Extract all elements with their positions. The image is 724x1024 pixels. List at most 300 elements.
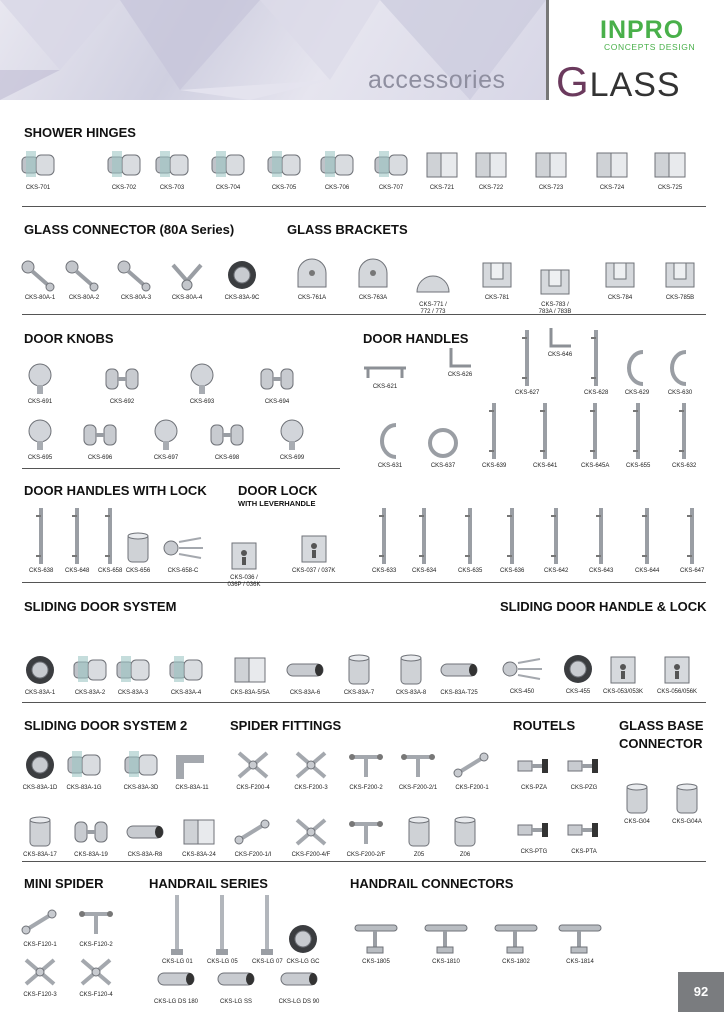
roller-icon — [20, 747, 60, 783]
product-code: CKS-F120-2 — [79, 942, 113, 948]
clip-icon — [477, 257, 517, 293]
product-item — [445, 344, 475, 379]
square-icon — [650, 147, 690, 183]
bracket-icon — [292, 257, 332, 293]
spider2-icon — [398, 747, 438, 783]
product-code: CKS-704 — [215, 185, 241, 191]
product-code: CKS-638 — [29, 568, 54, 574]
product-item — [224, 537, 264, 589]
product-item — [272, 417, 312, 462]
hinge-icon — [121, 747, 161, 783]
product-item — [346, 814, 386, 859]
product-code: CKS-83A-4 — [170, 690, 202, 696]
product-code: CKS-PTG — [520, 849, 548, 855]
header-banner — [0, 0, 546, 100]
bar-icon — [69, 506, 85, 566]
knob-icon — [20, 361, 60, 397]
product-item — [252, 891, 283, 966]
keys-icon — [500, 651, 544, 687]
product-item — [20, 814, 60, 859]
product-code: CKS-699 — [279, 455, 305, 461]
product-item — [207, 417, 247, 462]
product-item — [20, 417, 60, 462]
knobpair-icon — [102, 361, 142, 397]
product-item — [154, 961, 198, 1006]
product-item — [172, 747, 212, 792]
product-item — [423, 425, 463, 470]
knob-icon — [272, 417, 312, 453]
product-item — [635, 506, 659, 575]
product-item — [20, 954, 60, 999]
product-item — [346, 747, 386, 792]
product-item — [118, 530, 158, 575]
routel-icon — [514, 811, 554, 847]
product-item — [20, 904, 60, 949]
roller-icon — [222, 257, 262, 293]
product-code: CKS-F200-4 — [236, 785, 270, 791]
glass-title: GLASS — [556, 58, 681, 105]
product-code: CKS-LG GC — [286, 959, 320, 965]
product-code: CKS-455 — [565, 689, 591, 695]
product-code: CKS-F120-1 — [23, 942, 57, 948]
knobpair-icon — [207, 417, 247, 453]
spider1-icon — [452, 747, 492, 783]
section-title-door-knobs: DOOR KNOBS — [24, 331, 114, 346]
product-code: CKS-696 — [87, 455, 113, 461]
product-item — [64, 747, 104, 792]
product-code: CKS-785B — [665, 295, 695, 301]
product-item — [317, 147, 357, 192]
clip-icon — [600, 257, 640, 293]
product-code: CKS-646 — [547, 352, 573, 358]
product-code: CKS-644 — [635, 568, 660, 574]
product-code: CKS-723 — [538, 185, 564, 191]
product-code: CKS-634 — [412, 568, 437, 574]
divider — [22, 468, 340, 469]
product-code: CKS-761A — [297, 295, 327, 301]
product-item — [146, 417, 186, 462]
product-code: CKS-643 — [589, 568, 614, 574]
roller-icon — [558, 651, 598, 687]
roller-icon — [283, 921, 323, 957]
bracket-icon — [353, 257, 393, 293]
product-item — [283, 921, 323, 966]
divider — [22, 702, 706, 703]
spider2-icon — [76, 904, 116, 940]
hinge-icon — [64, 747, 104, 783]
product-item — [161, 530, 205, 575]
product-code: CKS-83A-T25 — [440, 690, 478, 696]
product-item — [292, 530, 335, 575]
product-code: CKS-F120-4 — [79, 992, 113, 998]
product-item — [116, 257, 156, 302]
product-item — [277, 961, 321, 1006]
bar-icon — [519, 328, 535, 388]
section-title-routels: ROUTELS — [513, 718, 576, 733]
hinge-icon — [166, 652, 206, 688]
lock-icon — [657, 651, 697, 687]
clip-icon — [660, 257, 700, 293]
product-item — [292, 257, 332, 302]
product-item — [533, 401, 557, 470]
cpull-icon — [623, 348, 651, 388]
product-code: CKS-631 — [377, 463, 403, 469]
product-item — [650, 147, 690, 192]
cyl-icon — [339, 652, 379, 688]
product-item — [167, 257, 207, 302]
divider — [22, 314, 706, 315]
hinge-icon — [113, 652, 153, 688]
product-item — [123, 814, 167, 859]
product-code: CKS-F200-2/1 — [398, 785, 438, 791]
cyl-icon — [391, 652, 431, 688]
spider-icon — [291, 747, 331, 783]
spider1-icon — [20, 904, 60, 940]
product-code: CKS-697 — [153, 455, 179, 461]
product-item — [113, 652, 153, 697]
product-item — [233, 747, 273, 792]
product-code: CKS-658 — [98, 568, 123, 574]
spider2-icon — [346, 814, 386, 850]
product-code: CKS-781 — [484, 295, 510, 301]
product-item — [76, 904, 116, 949]
bar-icon — [593, 506, 609, 566]
square-icon — [592, 147, 632, 183]
product-code: CKS-F200-4/F — [291, 852, 331, 858]
ring-icon — [423, 425, 463, 461]
product-code: CKS-83A-1 — [24, 690, 56, 696]
product-item — [514, 811, 554, 856]
product-code: CKS-83A-6 — [289, 690, 321, 696]
product-code: CKS-83A-1D — [22, 785, 58, 791]
spider-icon — [76, 954, 116, 990]
product-code: CKS-695 — [27, 455, 53, 461]
product-item — [482, 401, 506, 470]
product-item — [76, 954, 116, 999]
product-code: CKS-637 — [430, 463, 456, 469]
product-code: CKS-763A — [358, 295, 388, 301]
knob-icon — [146, 417, 186, 453]
section-title-door-lock: DOOR LOCK — [238, 483, 318, 498]
product-code: CKS-692 — [109, 399, 135, 405]
product-item — [564, 811, 604, 856]
knobpair-icon — [71, 814, 111, 850]
product-item — [179, 814, 219, 859]
spider-icon — [233, 747, 273, 783]
product-code: CKS-698 — [214, 455, 240, 461]
accessories-heading: accessories — [368, 66, 506, 94]
product-item — [445, 814, 485, 859]
product-code: CKS-694 — [264, 399, 290, 405]
product-item — [391, 652, 431, 697]
section-title-sliding-door-system-2: SLIDING DOOR SYSTEM 2 — [24, 718, 188, 733]
square-icon — [422, 147, 462, 183]
product-code: CKS-783 / — [541, 302, 569, 308]
product-code: CKS-641 — [533, 463, 558, 469]
product-code: CKS-630 — [667, 390, 693, 396]
product-item — [398, 747, 438, 792]
product-code: CKS-PZA — [520, 785, 547, 791]
product-item — [399, 814, 439, 859]
bar-icon — [486, 401, 502, 461]
cpull-icon — [666, 348, 694, 388]
section-title-door-handles: DOOR HANDLES — [363, 331, 469, 346]
product-item — [208, 147, 248, 192]
cyl-icon — [445, 814, 485, 850]
hrail-icon — [493, 917, 539, 957]
post-icon — [169, 891, 185, 957]
brand-logo: INPRO — [600, 16, 685, 44]
hinge-icon — [18, 147, 58, 183]
product-item — [71, 814, 111, 859]
knob-icon — [20, 417, 60, 453]
vee-icon — [167, 257, 207, 293]
product-code: CKS-1802 — [502, 959, 530, 965]
product-item — [666, 348, 694, 397]
page-number: 92 — [678, 972, 724, 1012]
cyl-icon — [20, 814, 60, 850]
product-item — [230, 652, 270, 697]
product-code: CKS-G04A — [672, 819, 702, 825]
bar-icon — [587, 401, 603, 461]
bar-icon — [102, 506, 118, 566]
hrail-icon — [353, 917, 399, 957]
product-code: CKS-721 — [429, 185, 455, 191]
product-code: CKS-627 — [515, 390, 540, 396]
product-item — [680, 506, 704, 575]
product-code: CKS-724 — [599, 185, 625, 191]
section-title-handrail-connectors: HANDRAIL CONNECTORS — [350, 876, 514, 891]
product-code: CKS-036 / — [230, 575, 258, 581]
product-code-line2: 036P / 036K — [227, 582, 261, 588]
tube-icon — [283, 652, 327, 688]
product-item — [600, 257, 640, 302]
square-icon — [179, 814, 219, 850]
spider2-icon — [346, 747, 386, 783]
post-icon — [259, 891, 275, 957]
product-item — [214, 961, 258, 1006]
product-code: CKS-F200-2/F — [346, 852, 386, 858]
product-code: CKS-450 — [509, 689, 535, 695]
product-code: CKS-83A-R8 — [127, 852, 163, 858]
knobpair-icon — [80, 417, 120, 453]
product-item — [535, 264, 575, 316]
product-code: CKS-771 / — [419, 302, 447, 308]
product-item — [104, 147, 144, 192]
product-item — [121, 747, 161, 792]
product-item — [471, 147, 511, 192]
product-code: CKS-80A-3 — [120, 295, 152, 301]
product-item — [564, 747, 604, 792]
bar-icon — [588, 328, 604, 388]
spider-icon — [291, 814, 331, 850]
product-code: CKS-706 — [324, 185, 350, 191]
product-item — [182, 361, 222, 406]
product-item — [544, 506, 568, 575]
product-code: CKS-1814 — [566, 959, 594, 965]
product-item — [20, 361, 60, 406]
header-divider — [546, 0, 549, 100]
product-code: CKS-628 — [584, 390, 609, 396]
cyl-icon — [118, 530, 158, 566]
bar-icon — [376, 506, 392, 566]
routel-icon — [514, 747, 554, 783]
product-item — [623, 348, 651, 397]
hinge-icon — [70, 652, 110, 688]
bar-icon — [537, 401, 553, 461]
product-code: CKS-701 — [25, 185, 51, 191]
product-item — [29, 506, 53, 575]
product-code: CKS-693 — [189, 399, 215, 405]
arm-icon — [116, 257, 156, 293]
arm-icon — [64, 257, 104, 293]
product-code: CKS-83A-2 — [74, 690, 106, 696]
product-code: CKS-705 — [271, 185, 297, 191]
product-code: CKS-642 — [544, 568, 569, 574]
product-item — [20, 257, 60, 302]
bar-icon — [33, 506, 49, 566]
product-code: CKS-725 — [657, 185, 683, 191]
product-code: CKS-053/053K — [603, 689, 644, 695]
hinge-icon — [317, 147, 357, 183]
product-code: CKS-633 — [372, 568, 397, 574]
product-code: CKS-LG 01 — [162, 959, 193, 965]
product-item — [283, 652, 327, 697]
product-code: CKS-647 — [680, 568, 705, 574]
product-code: CKS-83A-24 — [182, 852, 216, 858]
post-icon — [214, 891, 230, 957]
square-icon — [531, 147, 571, 183]
bar-icon — [630, 401, 646, 461]
knob-icon — [182, 361, 222, 397]
product-code: CKS-LG DS 180 — [154, 999, 199, 1005]
product-item — [667, 781, 707, 826]
product-item — [584, 328, 608, 397]
product-item — [20, 747, 60, 792]
product-code: CKS-83A-7 — [343, 690, 375, 696]
product-item — [376, 421, 404, 470]
product-item — [422, 147, 462, 192]
arm-icon — [20, 257, 60, 293]
tube-icon — [154, 961, 198, 997]
product-item — [360, 362, 410, 391]
cyl-icon — [617, 781, 657, 817]
product-item — [493, 917, 539, 966]
product-code: CKS-LG 07 — [252, 959, 283, 965]
lock-icon — [224, 537, 264, 573]
product-item — [70, 652, 110, 697]
product-code: CKS-636 — [500, 568, 525, 574]
section-title-glass-brackets: GLASS BRACKETS — [287, 222, 408, 237]
product-item — [412, 506, 436, 575]
product-code: CKS-1810 — [432, 959, 460, 965]
product-code: CKS-LG SS — [219, 999, 252, 1005]
divider — [22, 582, 706, 583]
cpull-icon — [376, 421, 404, 461]
product-item — [257, 361, 297, 406]
product-code: CKS-83A-3 — [117, 690, 149, 696]
product-code: CKS-655 — [626, 463, 651, 469]
product-item — [65, 506, 89, 575]
product-code: CKS-1805 — [362, 959, 390, 965]
section-title-spider-fittings: SPIDER FITTINGS — [230, 718, 342, 733]
bar-icon — [676, 401, 692, 461]
lpull-icon — [445, 344, 475, 370]
brand-subtitle: CONCEPTS DESIGN — [604, 42, 696, 52]
product-item — [264, 147, 304, 192]
bar-icon — [639, 506, 655, 566]
product-code: Z06 — [459, 852, 471, 858]
tube-icon — [123, 814, 167, 850]
bar-icon — [416, 506, 432, 566]
product-code: CKS-83A-8 — [395, 690, 427, 696]
knobpair-icon — [257, 361, 297, 397]
product-item — [514, 747, 554, 792]
tube-icon — [437, 652, 481, 688]
lpull-icon — [545, 324, 575, 350]
lock-icon — [294, 530, 334, 566]
tube-icon — [214, 961, 258, 997]
product-item — [64, 257, 104, 302]
product-code: CKS-707 — [378, 185, 404, 191]
section-subtitle-leverhandle: WITH LEVERHANDLE — [238, 499, 316, 508]
product-code: CKS-83A-11 — [175, 785, 209, 791]
product-item — [477, 257, 517, 302]
product-code: CKS-F120-3 — [23, 992, 57, 998]
product-item — [162, 891, 193, 966]
product-item — [20, 652, 60, 697]
product-code: CKS-PTA — [571, 849, 597, 855]
product-item — [500, 506, 524, 575]
product-item — [558, 651, 598, 696]
routel-icon — [564, 747, 604, 783]
hinge-icon — [104, 147, 144, 183]
product-code: CKS-722 — [478, 185, 504, 191]
product-code: CKS-702 — [111, 185, 137, 191]
hinge-icon — [152, 147, 192, 183]
product-item — [626, 401, 650, 470]
product-code: CKS-G04 — [624, 819, 650, 825]
product-item — [80, 417, 120, 462]
hinge-icon — [264, 147, 304, 183]
product-code: CKS-83A-17 — [23, 852, 57, 858]
product-item — [657, 651, 697, 696]
product-code: CKS-80A-4 — [171, 295, 203, 301]
product-code: CKS-632 — [672, 463, 697, 469]
product-code: CKS-626 — [447, 372, 473, 378]
product-item — [557, 917, 603, 966]
square-icon — [471, 147, 511, 183]
product-item — [233, 814, 273, 859]
hinge-icon — [371, 147, 411, 183]
product-code: CKS-LG 05 — [207, 959, 238, 965]
product-item — [353, 257, 393, 302]
pull-icon — [360, 362, 410, 382]
lock-icon — [603, 651, 643, 687]
roller-icon — [20, 652, 60, 688]
product-item — [452, 747, 492, 792]
section-title-mini-spider: MINI SPIDER — [24, 876, 104, 891]
product-code-line2: 772 / 773 — [420, 309, 446, 315]
section-title-handrail-series: HANDRAIL SERIES — [149, 876, 268, 891]
product-item — [458, 506, 482, 575]
product-item — [423, 917, 469, 966]
product-item — [353, 917, 399, 966]
product-code: CKS-658-C — [167, 568, 199, 574]
product-code: CKS-F200-2 — [349, 785, 383, 791]
product-code: CKS-037 / 037K — [292, 568, 336, 574]
product-code: CKS-629 — [624, 390, 650, 396]
